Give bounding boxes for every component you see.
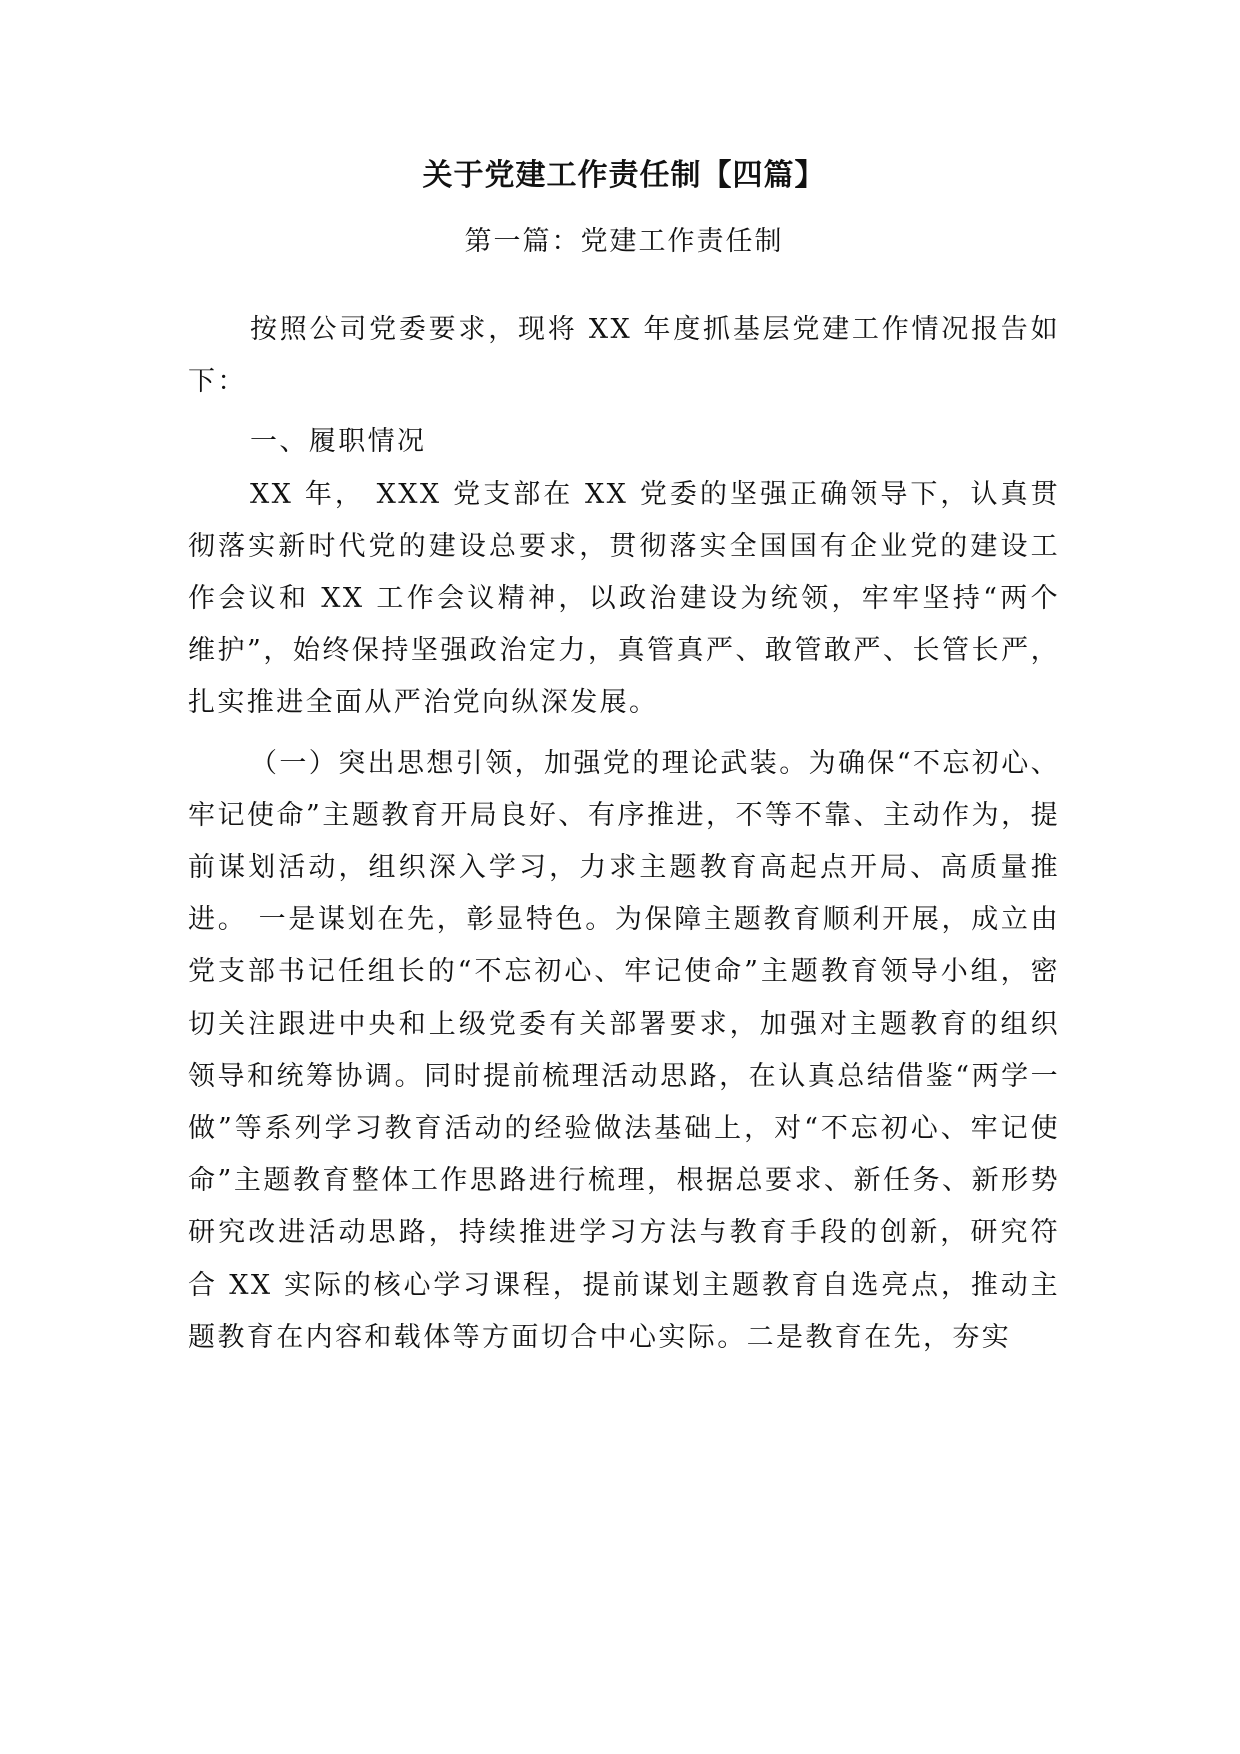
document-body bbox=[188, 304, 1060, 1364]
section-heading: 一、履职情况 bbox=[250, 426, 427, 458]
document-title: 关于党建工作责任制【四篇】 bbox=[422, 158, 826, 193]
body-paragraph: （一）突出思想引领，加强党的理论武装。为确保“不忘初心、牢记使命”主题教育开局良好、有序推进，不等不靠、主动作为，提前谋划活动，组织深入学习，力求主题教育高起点开局、高质量推进。 一是谋划在先，彰显特色。为保障主题教育顺利开展，成立由党支部书记任组长的“不忘初心、牢记使命”主题教育领导小组，密切关注跟进中央和上级党委有关部署要求，加强对主题教育的组织领导和统筹协调。同时提前梳理活动思路，在认真总结借鉴“两学一做”等系列学习教育活动的经验做法基础上，对“不忘初心、牢记使命”主题教育整体工作思路进行梳理，根据总要求、新任务、新形势研究改进活动思路，持续推进学习方法与教育手段的创新，研究符合 XX 实际的核心学习课程，提前谋划主题教育自选亮点，推动主题教育在内容和载体等方面切合中心实际。二是教育在先，夯实 bbox=[188, 747, 1061, 1353]
body-paragraph: XX 年， XXX 党支部在 XX 党委的坚强正确领导下，认真贯彻落实新时代党的建设总要求，贯彻落实全国国有企业党的建设工作会议和 XX 工作会议精神，以政治建设为统领，牢牢坚持“两个维护”，始终保持坚强政治定力，真管真严、敢管敢严、长管长严，扎实推进全面从严治党向纵深发展。 bbox=[188, 478, 1060, 719]
intro-paragraph: 按照公司党委要求，现将 XX 年度抓基层党建工作情况报告如下： bbox=[188, 314, 1060, 398]
document-subtitle: 第一篇：党建工作责任制 bbox=[464, 226, 784, 257]
document-content bbox=[188, 150, 1060, 1364]
